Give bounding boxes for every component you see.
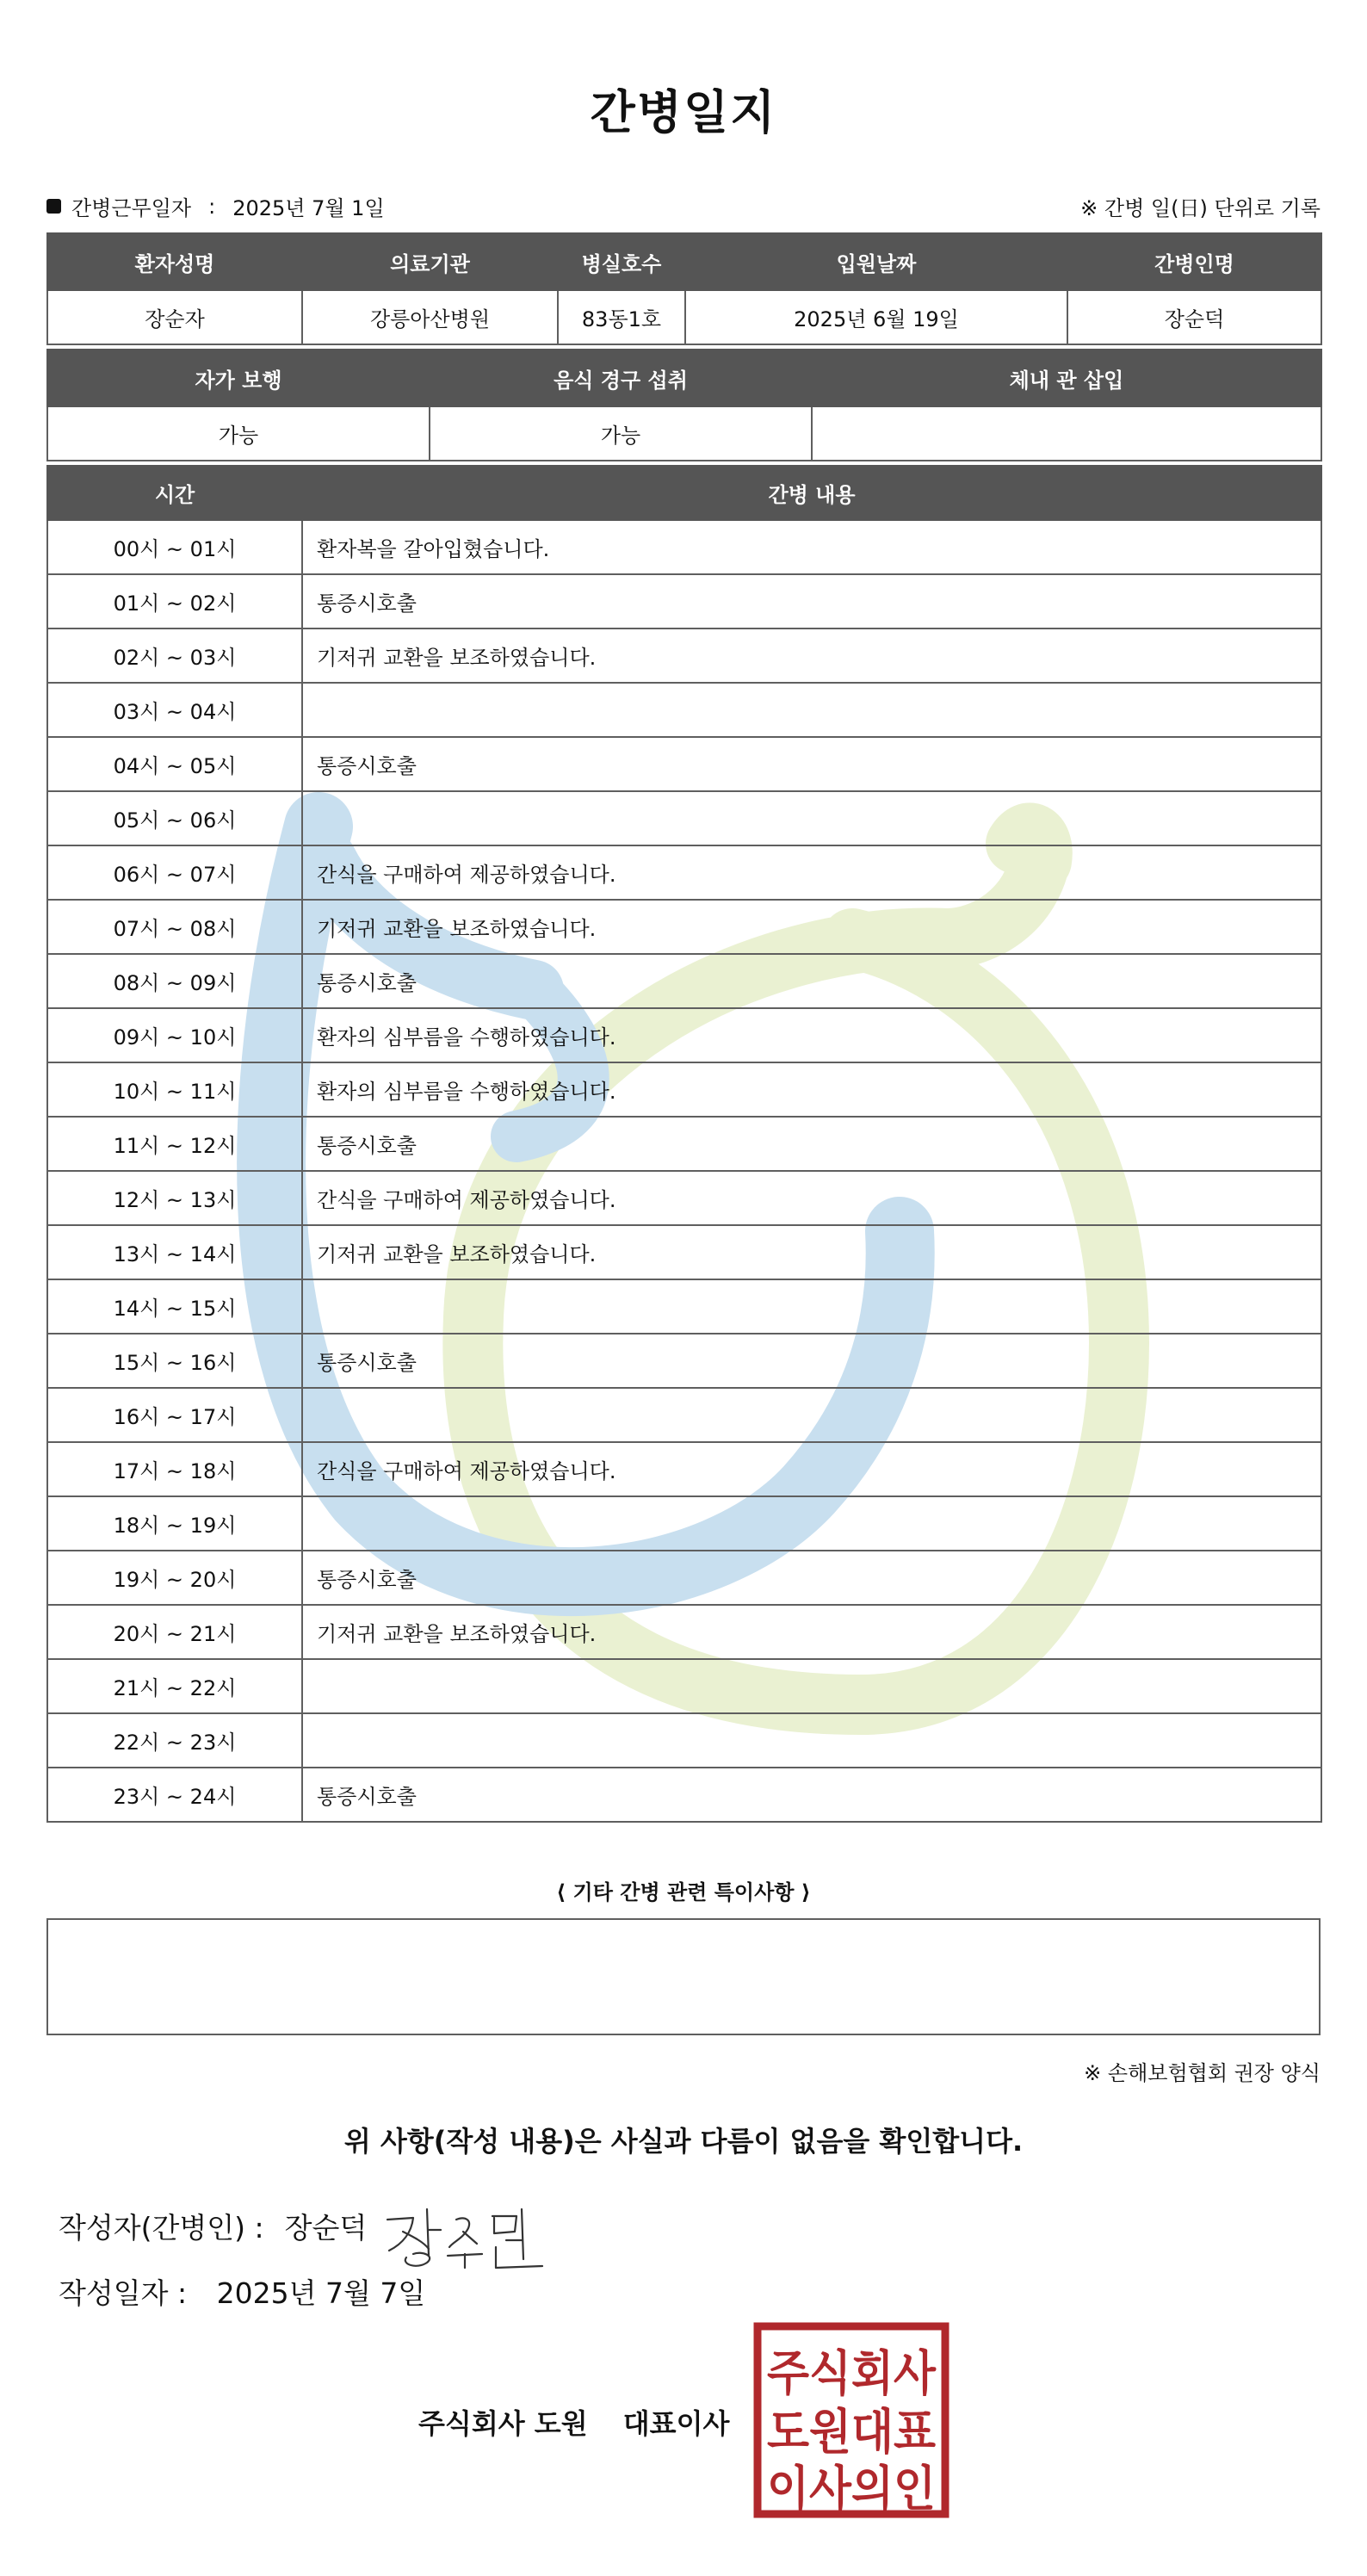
table-row: [47, 1551, 1321, 1605]
header-oral-intake: 음식 경구 섭취: [430, 350, 812, 406]
writer-name: 장순덕: [284, 2211, 368, 2245]
time-cell: 20시 ~ 21시: [47, 1605, 302, 1659]
table-row: [47, 1388, 1321, 1442]
written-date-row: [59, 2271, 425, 2312]
content-cell: 환자의 심부름을 수행하였습니다.: [302, 1062, 1321, 1117]
table-row: [47, 1768, 1321, 1822]
time-cell: 18시 ~ 19시: [47, 1496, 302, 1551]
header-self-walking: 자가 보행: [47, 350, 430, 406]
content-cell: [302, 1496, 1321, 1551]
content-cell: 기저귀 교환을 보조하였습니다.: [302, 1605, 1321, 1659]
content-cell: 통증시호출: [302, 1768, 1321, 1822]
table-row: [47, 520, 1321, 574]
time-cell: 19시 ~ 20시: [47, 1551, 302, 1605]
table-row: [47, 1659, 1321, 1713]
time-cell: 16시 ~ 17시: [47, 1388, 302, 1442]
handwritten-signature: [379, 2194, 560, 2271]
confirmation-statement: 위 사항(작성 내용)은 사실과 다름이 없음을 확인합니다.: [343, 2125, 1024, 2158]
care-log-table: [46, 465, 1322, 1823]
company-signoff: [418, 2402, 729, 2442]
header-caregiver-name: 간병인명: [1067, 233, 1321, 290]
content-cell: [302, 1279, 1321, 1334]
content-cell: 통증시호출: [302, 1334, 1321, 1388]
patient-name: 장순자: [47, 290, 302, 344]
page-title: 간병일지: [590, 85, 777, 139]
time-cell: 10시 ~ 11시: [47, 1062, 302, 1117]
header-tube-insertion: 체내 관 삽입: [812, 350, 1321, 406]
table-row: [47, 629, 1321, 683]
work-date-value: 2025년 7월 1일: [232, 196, 385, 220]
bullet-square-icon: [46, 199, 61, 214]
time-cell: 13시 ~ 14시: [47, 1225, 302, 1279]
self-walking: 가능: [47, 406, 430, 461]
tube-insertion: [812, 406, 1321, 461]
time-cell: 08시 ~ 09시: [47, 954, 302, 1008]
time-cell: 15시 ~ 16시: [47, 1334, 302, 1388]
special-notes-box: [46, 1918, 1321, 2035]
company-title: 대표이사: [622, 2407, 730, 2440]
content-cell: 간식을 구매하여 제공하였습니다.: [302, 1442, 1321, 1496]
content-cell: [302, 683, 1321, 737]
table-row: [47, 737, 1321, 791]
oral-intake: 가능: [430, 406, 812, 461]
ability-table: [46, 349, 1322, 461]
content-cell: 통증시호출: [302, 1117, 1321, 1171]
table-header-row: [47, 233, 1321, 290]
table-header-row: [47, 466, 1321, 520]
table-row: [47, 1062, 1321, 1117]
writer-row: [59, 2206, 367, 2246]
seal-line-3: 이사의인: [767, 2461, 936, 2517]
content-cell: [302, 1713, 1321, 1768]
written-date-label: 작성일자 :: [59, 2276, 188, 2310]
header-room-number: 병실호수: [558, 233, 685, 290]
recommend-note: ※ 손해보험협회 권장 양식: [1084, 2061, 1321, 2085]
unit-note: ※ 간병 일(日) 단위로 기록: [1080, 196, 1321, 220]
content-cell: 통증시호출: [302, 574, 1321, 629]
table-row: [47, 1334, 1321, 1388]
table-row: [47, 900, 1321, 954]
patient-info-table: [46, 232, 1322, 345]
content-cell: 통증시호출: [302, 1551, 1321, 1605]
seal-line-1: 주식회사: [767, 2346, 937, 2402]
header-hospital: 의료기관: [302, 233, 558, 290]
content-cell: [302, 791, 1321, 845]
company-seal: [752, 2321, 950, 2519]
time-cell: 07시 ~ 08시: [47, 900, 302, 954]
table-row: [47, 1279, 1321, 1334]
content-cell: [302, 1659, 1321, 1713]
content-cell: 기저귀 교환을 보조하였습니다.: [302, 629, 1321, 683]
content-cell: 간식을 구매하여 제공하였습니다.: [302, 845, 1321, 900]
content-cell: [302, 1388, 1321, 1442]
content-cell: 기저귀 교환을 보조하였습니다.: [302, 1225, 1321, 1279]
hospital: 강릉아산병원: [302, 290, 558, 344]
time-cell: 09시 ~ 10시: [47, 1008, 302, 1062]
table-row: [47, 1496, 1321, 1551]
time-cell: 06시 ~ 07시: [47, 845, 302, 900]
caregiver-name: 장순덕: [1067, 290, 1321, 344]
time-cell: 05시 ~ 06시: [47, 791, 302, 845]
content-cell: 환자의 심부름을 수행하였습니다.: [302, 1008, 1321, 1062]
table-header-row: [47, 350, 1321, 406]
table-row: [47, 1171, 1321, 1225]
content-cell: 통증시호출: [302, 954, 1321, 1008]
header-patient-name: 환자성명: [47, 233, 302, 290]
table-row: [47, 290, 1321, 344]
table-row: [47, 1442, 1321, 1496]
work-date-separator: :: [208, 194, 216, 219]
writer-label: 작성자(간병인) :: [59, 2211, 264, 2245]
admission-date: 2025년 6월 19일: [685, 290, 1067, 344]
time-cell: 04시 ~ 05시: [47, 737, 302, 791]
table-row: [47, 1117, 1321, 1171]
content-cell: 간식을 구매하여 제공하였습니다.: [302, 1171, 1321, 1225]
time-cell: 01시 ~ 02시: [47, 574, 302, 629]
time-cell: 23시 ~ 24시: [47, 1768, 302, 1822]
time-cell: 14시 ~ 15시: [47, 1279, 302, 1334]
table-row: [47, 1225, 1321, 1279]
table-row: [47, 683, 1321, 737]
table-row: [47, 791, 1321, 845]
work-date: [46, 191, 385, 221]
content-cell: 환자복을 갈아입혔습니다.: [302, 520, 1321, 574]
header-care-content: 간병 내용: [302, 466, 1321, 520]
content-cell: 기저귀 교환을 보조하였습니다.: [302, 900, 1321, 954]
time-cell: 00시 ~ 01시: [47, 520, 302, 574]
written-date-value: 2025년 7월 7일: [216, 2276, 426, 2310]
company-name: 주식회사 도원: [418, 2407, 588, 2440]
table-row: [47, 406, 1321, 461]
time-cell: 11시 ~ 12시: [47, 1117, 302, 1171]
time-cell: 02시 ~ 03시: [47, 629, 302, 683]
table-row: [47, 954, 1321, 1008]
table-row: [47, 1713, 1321, 1768]
table-row: [47, 845, 1321, 900]
time-cell: 21시 ~ 22시: [47, 1659, 302, 1713]
table-row: [47, 1605, 1321, 1659]
special-notes-title: ⟨ 기타 간병 관련 특이사항 ⟩: [556, 1880, 811, 1904]
header-time: 시간: [47, 466, 302, 520]
content-cell: 통증시호출: [302, 737, 1321, 791]
table-row: [47, 1008, 1321, 1062]
time-cell: 12시 ~ 13시: [47, 1171, 302, 1225]
time-cell: 03시 ~ 04시: [47, 683, 302, 737]
header-admission-date: 입원날짜: [685, 233, 1067, 290]
seal-line-2: 도원대표: [767, 2405, 936, 2461]
time-cell: 22시 ~ 23시: [47, 1713, 302, 1768]
work-date-label: 간병근무일자: [71, 196, 192, 220]
time-cell: 17시 ~ 18시: [47, 1442, 302, 1496]
table-row: [47, 574, 1321, 629]
room-number: 83동1호: [558, 290, 685, 344]
